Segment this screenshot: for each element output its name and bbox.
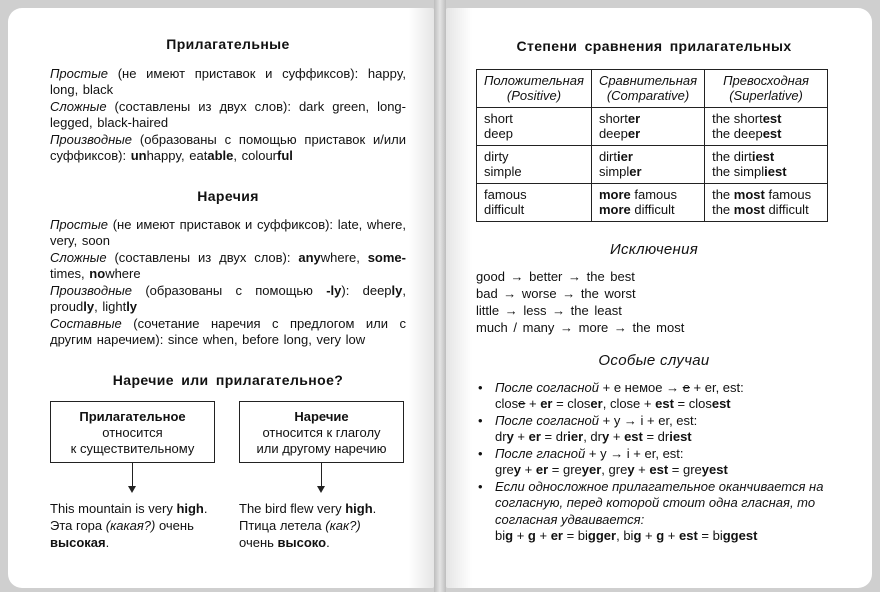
adjective-example: This mountain is very high. Эта гора (какая?) очень высокая. xyxy=(50,501,208,550)
adv-compound: Сложные (составлены из двух слов): anywhere, some- times, nowhere xyxy=(50,249,406,281)
exception-line: good → better → the best xyxy=(476,268,635,284)
right-page xyxy=(446,8,872,588)
adverbs-title: Наречия xyxy=(197,188,259,204)
exception-line: bad → worse → the worst xyxy=(476,285,636,301)
degrees-section xyxy=(476,38,832,222)
special-cases-section xyxy=(476,353,832,545)
header-positive: Положительная (Positive) xyxy=(477,69,592,107)
exception-line: little → less → the least xyxy=(476,302,622,318)
list-item: • Если односложное прилагательное оканчивается на согласную, перед которой стоит одна гласная, то согласная удваивается: big + g + er = bigger, big + g + est = biggest xyxy=(476,479,832,545)
adjectives-title: Прилагательные xyxy=(166,36,290,52)
degrees-title: Степени сравнения прилагательных xyxy=(516,38,792,54)
adj-simple: Простые (не имеют приставок и суффиксов): happy, long, black xyxy=(50,65,406,97)
exceptions-section xyxy=(476,242,832,336)
adj-or-adv-section xyxy=(50,372,406,389)
book-spine xyxy=(434,0,446,592)
adj-compound: Сложные (составлены из двух слов): dark green, long-legged, black-haired xyxy=(50,98,406,130)
table-row: famous difficult more famous more difficult the most famous the most difficult xyxy=(477,183,828,221)
list-item: • После согласной + e немое → e + er, est: close + er = closer, close + est = closest xyxy=(476,380,832,413)
adv-composite: Составные (сочетание наречия с предлогом или с другим наречием): since when, before long, very low xyxy=(50,315,406,347)
adverb-arrow xyxy=(321,463,322,491)
exception-line: much / many → more → the most xyxy=(476,319,685,335)
table-header-row xyxy=(477,69,828,107)
header-comparative: Сравнительная (Comparative) xyxy=(591,69,704,107)
exceptions-title: Исключения xyxy=(609,241,699,258)
table-row: dirty simple dirtier simpler the dirtiest the simpliest xyxy=(477,145,828,183)
adj-derived: Производные (образованы с помощью приставок и/или суффиксов): unhappy, eatable, colourful xyxy=(50,131,406,163)
adverb-example: The bird flew very high. Птица летела (как?) очень высоко. xyxy=(239,501,377,550)
degrees-table xyxy=(476,69,828,222)
adv-simple: Простые (не имеют приставок и суффиксов): late, where, very, soon xyxy=(50,216,406,248)
table-row: short deep shorter deeper the shortest the deepest xyxy=(477,107,828,145)
list-item: • После гласной + y → i + er, est: grey + er = greyer, grey + est = greyest xyxy=(476,446,832,479)
adjective-arrow xyxy=(132,463,133,491)
list-item: • После согласной + y → i + er, est: dry + er = drier, dry + est = driest xyxy=(476,413,832,446)
adv-derived: Производные (образованы с помощью -ly): deeply, proudly, lightly xyxy=(50,282,406,314)
left-page xyxy=(8,8,434,588)
adjectives-section xyxy=(50,36,406,165)
adverb-box: Наречие относится к глаголу или другому наречию xyxy=(239,401,404,463)
adjective-box: Прилагательное относится к существительному xyxy=(50,401,215,463)
header-superlative: Превосходная (Superlative) xyxy=(705,69,828,107)
special-cases-title: Особые случаи xyxy=(598,352,710,369)
adverbs-section xyxy=(50,188,406,349)
adj-or-adv-title: Наречие или прилагательное? xyxy=(112,372,344,388)
comparison-boxes xyxy=(50,401,406,561)
